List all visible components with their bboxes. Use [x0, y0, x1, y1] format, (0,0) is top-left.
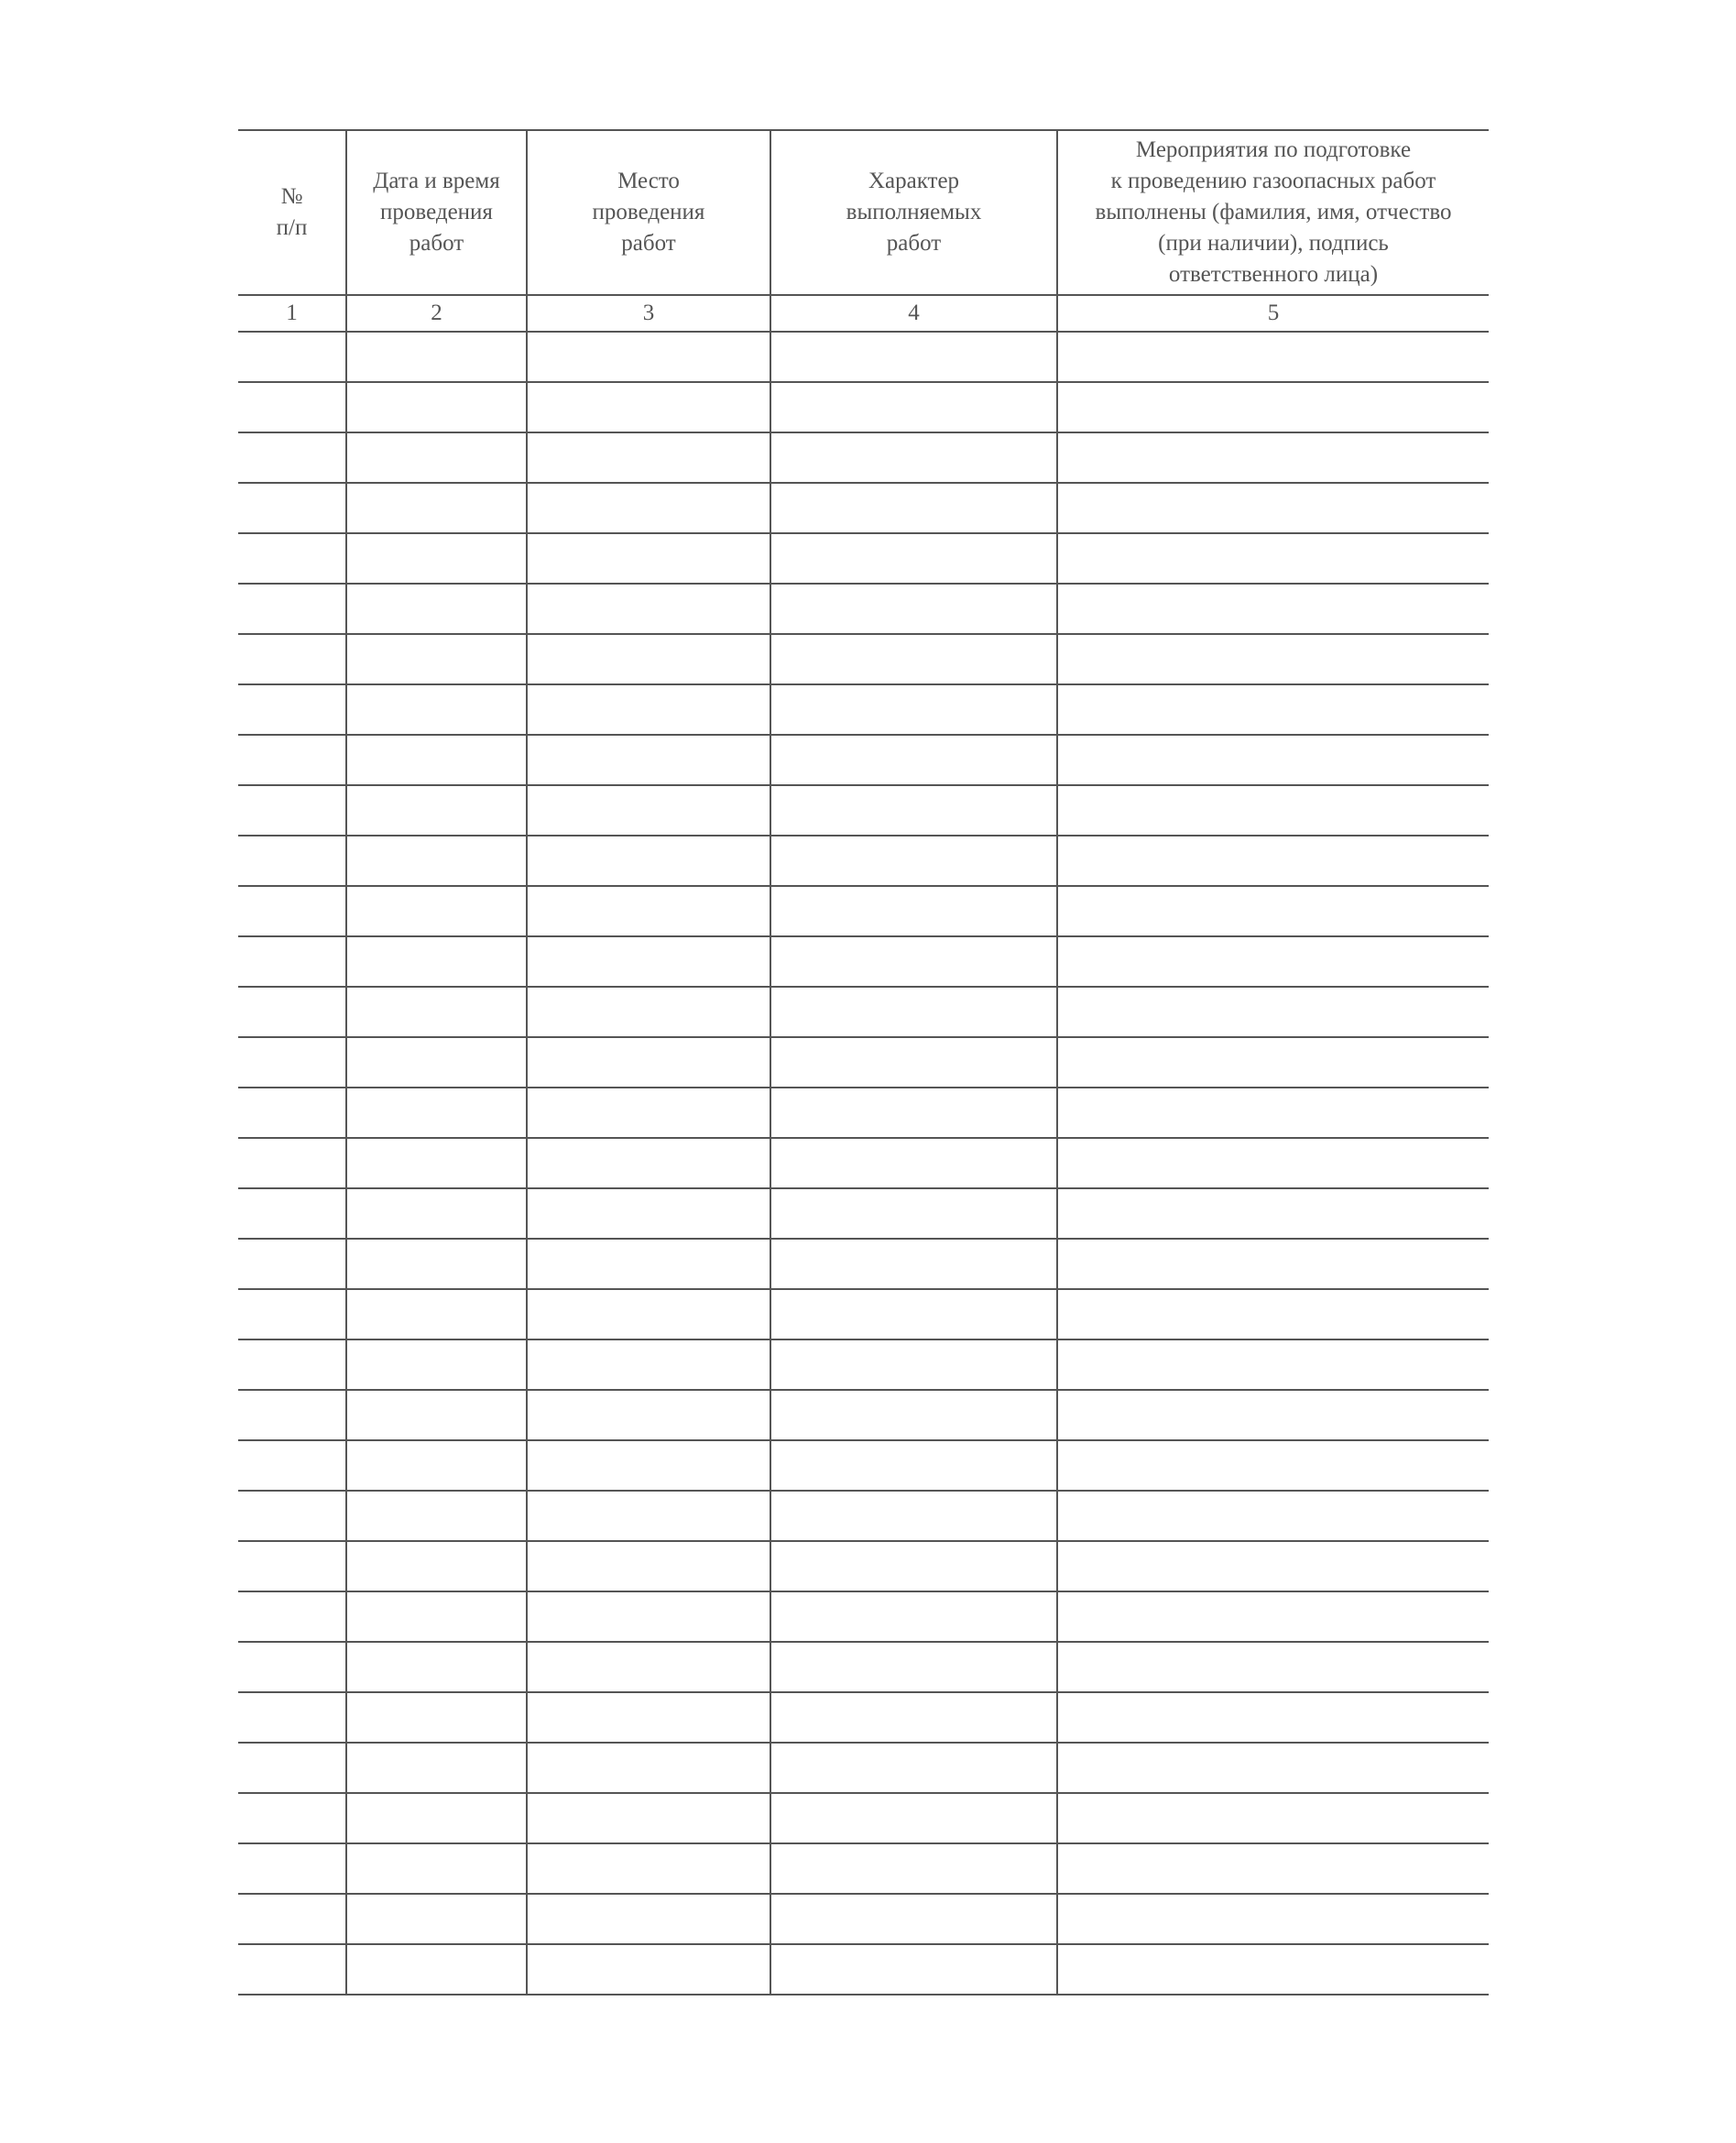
table-cell	[527, 1188, 770, 1239]
table-cell	[527, 634, 770, 684]
header-preparation-measures	[1057, 130, 1489, 295]
table-row	[238, 936, 1489, 987]
table-cell	[238, 1289, 346, 1339]
column-number-2: 2	[346, 295, 527, 332]
table-cell	[238, 1239, 346, 1289]
table-cell	[770, 1289, 1057, 1339]
table-cell	[1057, 684, 1489, 735]
table-cell	[346, 584, 527, 634]
table-cell	[346, 1491, 527, 1541]
column-number-5: 5	[1057, 295, 1489, 332]
table-cell	[1057, 1188, 1489, 1239]
column-number-4: 4	[770, 295, 1057, 332]
table-cell	[238, 1944, 346, 1995]
table-cell	[238, 1843, 346, 1894]
table-row	[238, 684, 1489, 735]
table-cell	[1057, 1894, 1489, 1944]
table-cell	[527, 987, 770, 1037]
table-cell	[770, 1843, 1057, 1894]
table-row	[238, 1591, 1489, 1642]
table-cell	[238, 684, 346, 735]
table-row	[238, 382, 1489, 432]
table-cell	[1057, 735, 1489, 785]
table-cell	[346, 1239, 527, 1289]
table-cell	[527, 533, 770, 584]
table-cell	[238, 886, 346, 936]
header-work-type	[770, 130, 1057, 295]
table-cell	[238, 987, 346, 1037]
table-cell	[770, 886, 1057, 936]
table-cell	[1057, 1591, 1489, 1642]
header-number	[238, 130, 346, 295]
table-cell	[770, 1944, 1057, 1995]
table-cell	[770, 1894, 1057, 1944]
table-cell	[1057, 1088, 1489, 1138]
table-cell	[527, 432, 770, 483]
table-cell	[770, 483, 1057, 533]
table-cell	[1057, 1793, 1489, 1843]
table-cell	[527, 1793, 770, 1843]
header-place	[527, 130, 770, 295]
table-cell	[1057, 382, 1489, 432]
table-cell	[770, 1440, 1057, 1491]
table-cell	[346, 987, 527, 1037]
table-cell	[346, 382, 527, 432]
table-cell	[238, 1088, 346, 1138]
table-cell	[527, 1541, 770, 1591]
table-cell	[527, 1591, 770, 1642]
table-cell	[238, 1440, 346, 1491]
header-number-label: № п/п	[276, 184, 308, 240]
table-row	[238, 735, 1489, 785]
table-row	[238, 1188, 1489, 1239]
table-cell	[346, 332, 527, 382]
column-number-1: 1	[238, 295, 346, 332]
table-header-row	[238, 130, 1489, 295]
table-cell	[1057, 332, 1489, 382]
table-cell	[527, 332, 770, 382]
table-cell	[346, 1440, 527, 1491]
table-cell	[238, 836, 346, 886]
table-cell	[1057, 533, 1489, 584]
table-row	[238, 1944, 1489, 1995]
table-cell	[346, 1944, 527, 1995]
table-cell	[1057, 987, 1489, 1037]
table-cell	[1057, 432, 1489, 483]
column-number-3: 3	[527, 295, 770, 332]
table-row	[238, 1843, 1489, 1894]
table-cell	[770, 1793, 1057, 1843]
table-row	[238, 1138, 1489, 1188]
table-cell	[1057, 1037, 1489, 1088]
table-cell	[238, 1692, 346, 1743]
table-cell	[346, 1843, 527, 1894]
table-cell	[1057, 1491, 1489, 1541]
table-cell	[1057, 1289, 1489, 1339]
table-cell	[346, 684, 527, 735]
table-cell	[1057, 1642, 1489, 1692]
header-place-label: Место проведения работ	[592, 169, 705, 256]
table-cell	[346, 1591, 527, 1642]
table-cell	[1057, 1944, 1489, 1995]
table-cell	[770, 987, 1057, 1037]
table-cell	[1057, 836, 1489, 886]
table-cell	[770, 634, 1057, 684]
table-cell	[1057, 886, 1489, 936]
table-cell	[1057, 1541, 1489, 1591]
table-cell	[527, 382, 770, 432]
table-cell	[1057, 1843, 1489, 1894]
table-cell	[770, 936, 1057, 987]
table-cell	[770, 584, 1057, 634]
table-cell	[238, 1138, 346, 1188]
gas-hazardous-works-journal-table	[238, 129, 1489, 1995]
table-cell	[238, 1491, 346, 1541]
table-cell	[527, 1037, 770, 1088]
table-cell	[1057, 1692, 1489, 1743]
table-cell	[527, 1239, 770, 1289]
table-cell	[770, 1491, 1057, 1541]
table-cell	[238, 1037, 346, 1088]
table-cell	[770, 432, 1057, 483]
table-row	[238, 1491, 1489, 1541]
table-row	[238, 1642, 1489, 1692]
table-cell	[527, 1289, 770, 1339]
table-cell	[238, 936, 346, 987]
header-work-type-label: Характер выполняемых работ	[846, 169, 982, 256]
table-cell	[238, 735, 346, 785]
table-cell	[346, 533, 527, 584]
table-cell	[527, 1390, 770, 1440]
table-cell	[770, 1138, 1057, 1188]
table-cell	[346, 1289, 527, 1339]
table-cell	[770, 533, 1057, 584]
table-cell	[346, 785, 527, 836]
table-cell	[527, 886, 770, 936]
table-cell	[527, 684, 770, 735]
table-cell	[1057, 1239, 1489, 1289]
table-cell	[346, 1188, 527, 1239]
table-row	[238, 1894, 1489, 1944]
table-cell	[527, 785, 770, 836]
table-row	[238, 1743, 1489, 1793]
table-cell	[527, 584, 770, 634]
table-cell	[1057, 634, 1489, 684]
table-cell	[346, 634, 527, 684]
table-row	[238, 1339, 1489, 1390]
table-cell	[527, 1743, 770, 1793]
table-cell	[770, 1692, 1057, 1743]
table-cell	[1057, 584, 1489, 634]
table-cell	[238, 1188, 346, 1239]
table-cell	[346, 1894, 527, 1944]
table-cell	[527, 735, 770, 785]
header-date-time-label: Дата и время проведения работ	[373, 169, 500, 256]
table-row	[238, 1541, 1489, 1591]
table-row	[238, 1692, 1489, 1743]
table-cell	[238, 584, 346, 634]
table-cell	[346, 483, 527, 533]
table-cell	[527, 1894, 770, 1944]
table-cell	[346, 1390, 527, 1440]
table-cell	[527, 1843, 770, 1894]
table-cell	[770, 735, 1057, 785]
table-cell	[238, 1642, 346, 1692]
table-cell	[527, 483, 770, 533]
table-cell	[770, 684, 1057, 735]
table-cell	[238, 1390, 346, 1440]
table-cell	[346, 1339, 527, 1390]
table-cell	[770, 1088, 1057, 1138]
table-cell	[770, 1591, 1057, 1642]
table-row	[238, 533, 1489, 584]
table-cell	[346, 1138, 527, 1188]
table-cell	[527, 1491, 770, 1541]
table-cell	[770, 332, 1057, 382]
table-cell	[238, 785, 346, 836]
table-cell	[527, 1944, 770, 1995]
table-cell	[346, 1541, 527, 1591]
table-row	[238, 1239, 1489, 1289]
header-preparation-measures-label: Мероприятия по подготовке к проведению газоопасных работ выполнены (фамилия, имя, отчество (при наличии), подпись ответственного лица)	[1095, 137, 1452, 287]
table-cell	[1057, 785, 1489, 836]
table-cell	[770, 1339, 1057, 1390]
table-cell	[527, 1339, 770, 1390]
table-cell	[238, 1591, 346, 1642]
table-row	[238, 584, 1489, 634]
table-cell	[527, 1088, 770, 1138]
table-cell	[1057, 1743, 1489, 1793]
table-row	[238, 836, 1489, 886]
table-cell	[238, 1541, 346, 1591]
table-cell	[527, 936, 770, 987]
table-cell	[770, 785, 1057, 836]
table-cell	[770, 1390, 1057, 1440]
table-row	[238, 432, 1489, 483]
table-cell	[1057, 1339, 1489, 1390]
table-cell	[770, 1239, 1057, 1289]
table-cell	[770, 1642, 1057, 1692]
table-row	[238, 1289, 1489, 1339]
table-cell	[238, 1339, 346, 1390]
table-cell	[238, 432, 346, 483]
table-cell	[346, 735, 527, 785]
table-cell	[346, 836, 527, 886]
table-cell	[527, 1440, 770, 1491]
table-cell	[346, 936, 527, 987]
table-cell	[346, 1793, 527, 1843]
table-cell	[346, 1088, 527, 1138]
table-cell	[238, 1793, 346, 1843]
table-cell	[770, 836, 1057, 886]
table-row	[238, 332, 1489, 382]
table-row	[238, 1037, 1489, 1088]
table-cell	[346, 1037, 527, 1088]
table-cell	[527, 836, 770, 886]
header-date-time	[346, 130, 527, 295]
table-cell	[1057, 483, 1489, 533]
table-cell	[770, 1037, 1057, 1088]
table-cell	[238, 533, 346, 584]
table-cell	[770, 1188, 1057, 1239]
table-cell	[770, 382, 1057, 432]
table-row	[238, 634, 1489, 684]
table-cell	[238, 1894, 346, 1944]
table-cell	[238, 1743, 346, 1793]
table-row	[238, 1440, 1489, 1491]
table-cell	[527, 1138, 770, 1188]
table-row	[238, 886, 1489, 936]
table-cell	[1057, 936, 1489, 987]
table-cell	[238, 332, 346, 382]
column-number-row	[238, 295, 1489, 332]
table-body	[238, 332, 1489, 1995]
table-row	[238, 1793, 1489, 1843]
table-row	[238, 483, 1489, 533]
table-row	[238, 1088, 1489, 1138]
table-cell	[346, 1692, 527, 1743]
table-row	[238, 785, 1489, 836]
table-cell	[1057, 1440, 1489, 1491]
table-cell	[238, 483, 346, 533]
table-cell	[770, 1743, 1057, 1793]
table-cell	[346, 886, 527, 936]
table-cell	[770, 1541, 1057, 1591]
table-cell	[1057, 1138, 1489, 1188]
table-cell	[346, 1642, 527, 1692]
table-cell	[238, 382, 346, 432]
table-cell	[346, 432, 527, 483]
table-row	[238, 1390, 1489, 1440]
table-cell	[527, 1642, 770, 1692]
table-cell	[346, 1743, 527, 1793]
table-cell	[1057, 1390, 1489, 1440]
table-cell	[238, 634, 346, 684]
table-cell	[527, 1692, 770, 1743]
table-row	[238, 987, 1489, 1037]
